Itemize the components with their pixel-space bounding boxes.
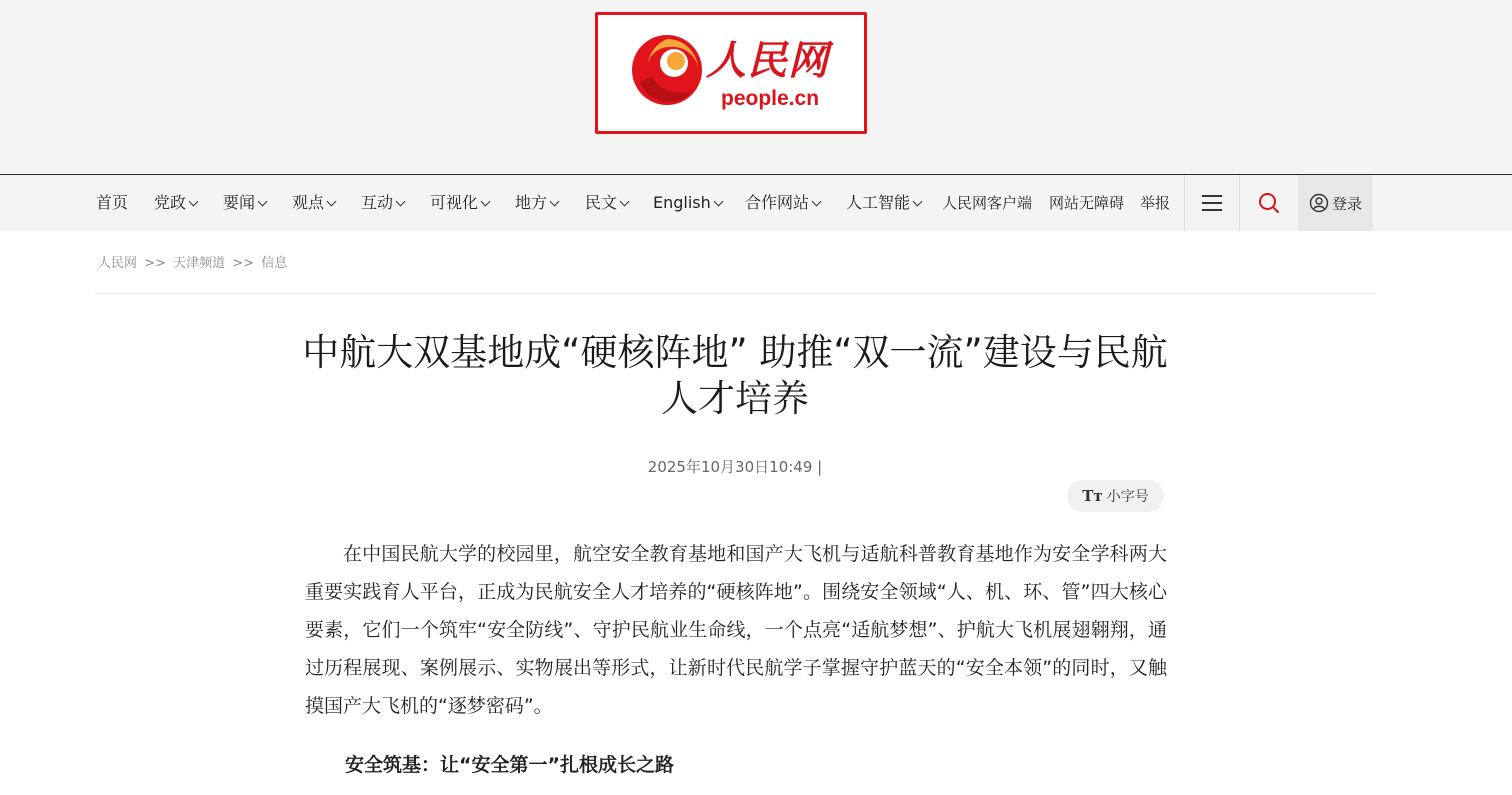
breadcrumb-link[interactable]: 信息 <box>261 256 288 271</box>
nav-item-ai[interactable] <box>846 175 921 231</box>
nav-item-label: 人工智能 <box>846 193 911 212</box>
chevron-down-icon <box>189 197 199 207</box>
chevron-down-icon <box>713 197 723 207</box>
nav-item-client-app[interactable] <box>942 175 1032 231</box>
logo-text-en: people.cn <box>721 87 820 110</box>
nav-item-opinion[interactable] <box>292 175 335 231</box>
breadcrumb-link[interactable]: 人民网 <box>98 256 138 271</box>
hamburger-menu-icon <box>1201 193 1223 213</box>
breadcrumb-separator: >> <box>144 256 166 271</box>
font-size-toggle-button[interactable] <box>1067 480 1164 512</box>
nav-item-label: 党政 <box>154 193 187 212</box>
nav-item-label: 地方 <box>515 193 548 212</box>
user-circle-icon <box>1309 193 1329 213</box>
chevron-down-icon <box>620 197 630 207</box>
nav-item-label: 互动 <box>361 193 394 212</box>
site-header <box>0 0 1512 175</box>
nav-item-label: 观点 <box>292 193 325 212</box>
nav-item-news[interactable] <box>223 175 266 231</box>
menu-button[interactable] <box>1185 175 1239 231</box>
breadcrumb-link[interactable]: 天津频道 <box>173 256 226 271</box>
nav-item-label: 举报 <box>1140 194 1171 212</box>
logo-text-cn: 人民网 <box>706 37 829 84</box>
search-button[interactable] <box>1240 175 1298 231</box>
breadcrumb-separator: >> <box>232 256 255 271</box>
nav-item-label: 人民网客户端 <box>942 194 1033 212</box>
nav-item-label: 可视化 <box>430 193 479 212</box>
nav-item-visual[interactable] <box>430 175 489 231</box>
login-label: 登录 <box>1331 194 1362 213</box>
nav-item-label: 首页 <box>96 193 129 212</box>
login-button[interactable] <box>1298 175 1373 231</box>
article-body <box>305 535 1167 725</box>
chevron-down-icon <box>327 197 337 207</box>
search-icon <box>1257 191 1281 215</box>
site-logo[interactable] <box>595 12 867 134</box>
nav-item-label: 要闻 <box>223 193 256 212</box>
chevron-down-icon <box>550 197 560 207</box>
chevron-down-icon <box>396 197 406 207</box>
font-size-label: 小字号 <box>1106 489 1149 505</box>
nav-item-report[interactable] <box>1140 175 1170 231</box>
nav-item-label: 合作网站 <box>745 193 810 212</box>
chevron-down-icon <box>913 197 923 207</box>
nav-item-minority-lang[interactable] <box>585 175 628 231</box>
nav-item-accessibility[interactable] <box>1049 175 1124 231</box>
article-paragraph: 在中国民航大学的校园里，航空安全教育基地和国产大飞机与适航科普教育基地作为安全学科两大重要实践育人平台，正成为民航安全人才培养的“硬核阵地”。围绕安全领域“人、机、环、管”四大核心要素，它们一个筑牢“安全防线”、守护民航业生命线，一个点亮“适航梦想”、护航大飞机展翅翱翔，通过历程展现、案例展示、实物展出等形式，让新时代民航学子掌握守护蓝天的“安全本领”的同时，又触摸国产大飞机的“逐梦密码”。 <box>305 543 1167 717</box>
nav-item-english[interactable] <box>653 175 722 231</box>
nav-item-partners[interactable] <box>745 175 820 231</box>
nav-item-label: 民文 <box>585 193 618 212</box>
main-nav <box>0 175 1512 231</box>
nav-item-party-gov[interactable] <box>154 175 197 231</box>
chevron-down-icon <box>481 197 491 207</box>
article-subheading: 安全筑基：让“安全第一”扎根成长之路 <box>345 754 674 776</box>
font-size-icon: Tт <box>1082 487 1103 505</box>
article-title: 中航大双基地成“硬核阵地” 助推“双一流”建设与民航人才培养 <box>302 331 1168 420</box>
nav-item-local[interactable] <box>515 175 558 231</box>
nav-item-home[interactable] <box>96 175 128 231</box>
nav-item-label: 网站无障碍 <box>1049 194 1125 212</box>
article-dateline: 2025年10月30日10:49 | <box>647 458 823 476</box>
nav-item-label: English <box>653 193 711 212</box>
logo-mark-icon <box>630 33 704 107</box>
breadcrumb <box>98 252 287 271</box>
chevron-down-icon <box>258 197 268 207</box>
content-divider <box>95 293 1376 294</box>
nav-item-interaction[interactable] <box>361 175 404 231</box>
chevron-down-icon <box>812 197 822 207</box>
